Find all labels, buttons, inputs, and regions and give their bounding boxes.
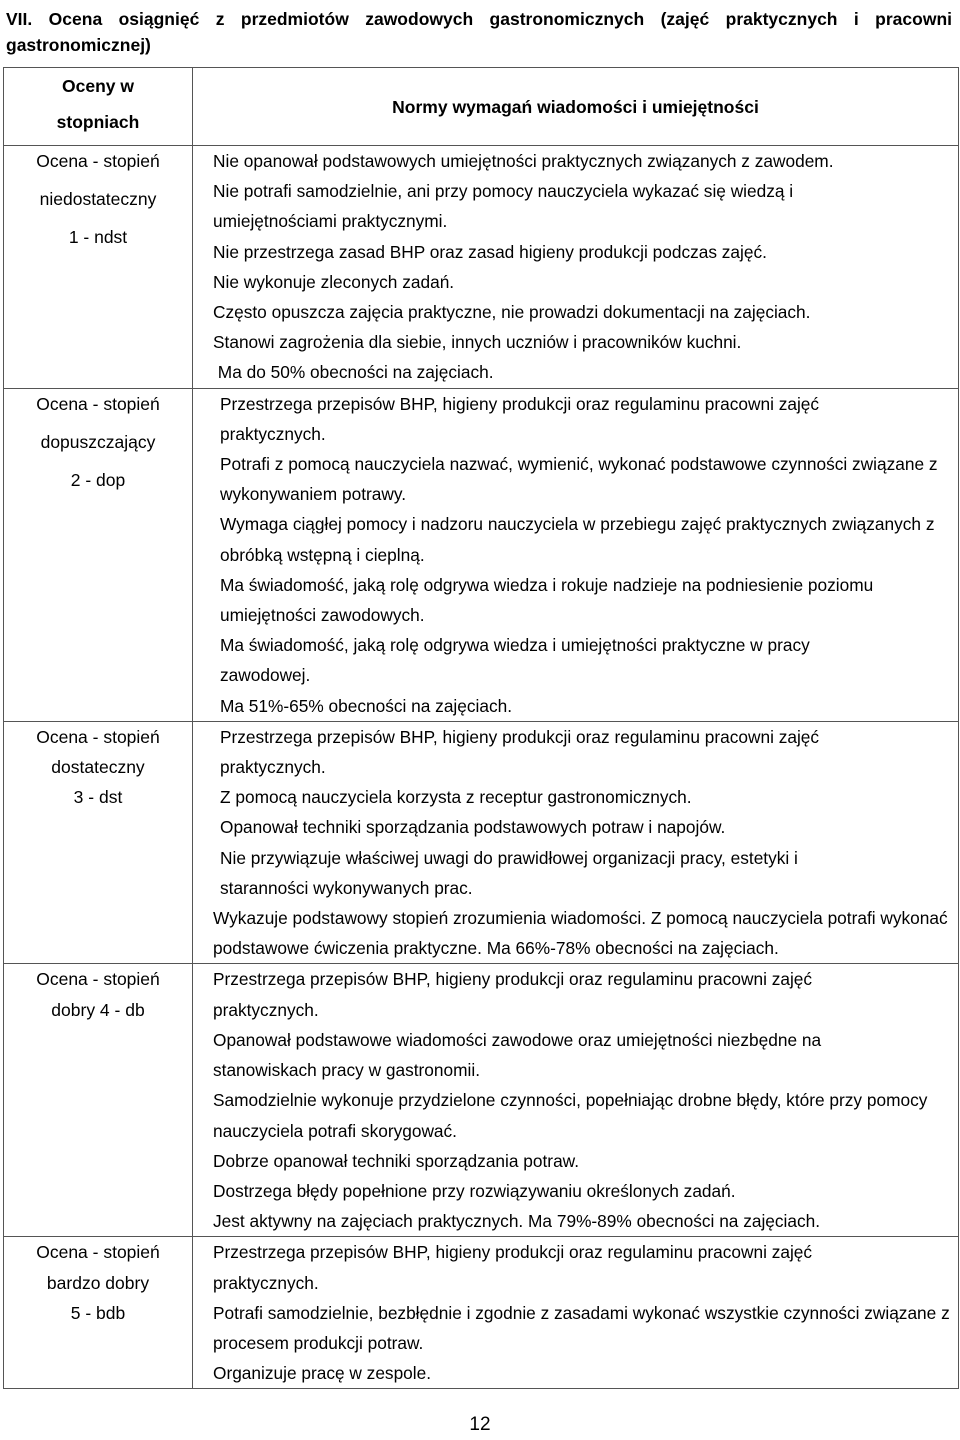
grade-column-header xyxy=(4,68,193,146)
grade-line: Ocena - stopień xyxy=(36,393,160,414)
norm-item: Dostrzega błędy popełnione przy rozwiązywaniu określonych zadań. xyxy=(213,1180,736,1201)
grade-cell xyxy=(4,388,193,721)
table-row xyxy=(4,146,959,389)
grade-cell xyxy=(4,964,193,1237)
grading-table xyxy=(3,67,959,1389)
table-row xyxy=(4,1237,959,1389)
norm-item: Przestrzega przepisów BHP, higieny produkcji oraz regulaminu pracowni zajęć praktycznych. xyxy=(220,393,820,444)
norm-item: Opanował podstawowe wiadomości zawodowe oraz umiejętności niezbędne na stanowiskach pracy w gastronomii. xyxy=(213,1029,822,1081)
grade-line: Ocena - stopień xyxy=(36,1242,160,1263)
grade-cell xyxy=(4,146,193,389)
norm-item: Nie wykonuje zleconych zadań. xyxy=(213,271,455,292)
grade-line: 2 - dop xyxy=(70,470,126,491)
grade-line: dopuszczający xyxy=(40,431,156,452)
norm-item: Ma 51%-65% obecności na zajęciach. xyxy=(220,695,513,716)
norm-item: Ma świadomość, jaką rolę odgrywa wiedza i rokuje nadzieje na podniesienie poziomu umiejętności zawodowych. xyxy=(220,574,874,626)
grade-header-line: stopniach xyxy=(56,112,140,132)
norm-item: Wykazuje podstawowy stopień zrozumienia wiadomości. Z pomocą nauczyciela potrafi wykonać podstawowe ćwiczenia praktyczne. Ma 66%-78% obecności na zajęciach. xyxy=(213,908,948,959)
norm-item: Przestrzega przepisów BHP, higieny produkcji oraz regulaminu pracowni zajęć praktycznych. xyxy=(213,1242,813,1293)
norm-item: Nie przywiązuje właściwej uwagi do prawidłowej organizacji pracy, estetyki i staranności wykonywanych prac. xyxy=(220,847,798,898)
table-row xyxy=(4,721,959,964)
norms-cell xyxy=(193,721,959,964)
norm-item: Wymaga ciągłej pomocy i nadzoru nauczyciela w przebiegu zajęć praktycznych związanych z obróbką wstępną i cieplną. xyxy=(220,514,935,565)
grade-line: Ocena - stopień xyxy=(36,151,160,171)
norms-cell xyxy=(193,1237,959,1389)
norm-item: Organizuje pracę w zespole. xyxy=(213,1363,432,1384)
grade-cell xyxy=(4,721,193,964)
section-heading-continued: gastronomicznej) xyxy=(6,35,151,55)
norm-item: Nie opanował podstawowych umiejętności praktycznych związanych z zawodem. xyxy=(213,151,834,171)
norm-item: Samodzielnie wykonuje przydzielone czynności, popełniając drobne błędy, które przy pomocy nauczyciela potrafi skorygować. xyxy=(213,1090,928,1141)
table-header-row xyxy=(4,68,959,146)
norm-item: Z pomocą nauczyciela korzysta z receptur gastronomicznych. xyxy=(220,787,692,808)
grade-line: dobry 4 - db xyxy=(51,999,145,1020)
grade-line: Ocena - stopień xyxy=(36,726,160,747)
norm-item: Nie potrafi samodzielnie, ani przy pomocy nauczyciela wykazać się wiedzą i umiejętnościami praktycznymi. xyxy=(213,181,794,232)
table-row xyxy=(4,388,959,721)
norm-item: Jest aktywny na zajęciach praktycznych. Ma 79%-89% obecności na zajęciach. xyxy=(213,1211,821,1232)
norm-item: Stanowi zagrożenia dla siebie, innych uczniów i pracowników kuchni. xyxy=(213,332,742,353)
page-number: 12 xyxy=(469,1414,491,1435)
norm-item: Dobrze opanował techniki sporządzania potraw. xyxy=(213,1150,580,1171)
norm-item: Opanował techniki sporządzania podstawowych potraw i napojów. xyxy=(220,817,726,838)
norms-cell xyxy=(193,146,959,389)
grade-line: Ocena - stopień xyxy=(36,969,160,990)
norms-cell xyxy=(193,964,959,1237)
norms-column-header: Normy wymagań wiadomości i umiejętności xyxy=(193,68,959,146)
norms-cell xyxy=(193,388,959,721)
grade-line: 3 - dst xyxy=(73,787,123,808)
norm-item: Potrafi z pomocą nauczyciela nazwać, wymienić, wykonać podstawowe czynności związane z wykonywaniem potrawy. xyxy=(220,454,938,505)
grade-line: 5 - bdb xyxy=(70,1302,126,1323)
table-row xyxy=(4,964,959,1237)
grade-header-line: Oceny w xyxy=(62,76,134,96)
norm-item: Ma do 50% obecności na zajęciach. xyxy=(213,362,494,383)
grade-line: 1 - ndst xyxy=(68,227,128,248)
grade-line: niedostateczny xyxy=(39,189,157,210)
section-heading: VII. Ocena osiągnięć z przedmiotów zawodowych gastronomicznych (zajęć praktycznych i pracowni xyxy=(6,9,952,29)
norm-item: Przestrzega przepisów BHP, higieny produkcji oraz regulaminu pracowni zajęć praktycznych. xyxy=(220,726,820,778)
norm-item: Przestrzega przepisów BHP, higieny produkcji oraz regulaminu pracowni zajęć praktycznych. xyxy=(213,969,813,1020)
norm-item: Ma świadomość, jaką rolę odgrywa wiedza i umiejętności praktyczne w pracy zawodowej. xyxy=(220,635,810,686)
grade-line: dostateczny xyxy=(51,757,145,778)
grade-cell xyxy=(4,1237,193,1389)
norm-item: Często opuszcza zajęcia praktyczne, nie prowadzi dokumentacji na zajęciach. xyxy=(213,302,811,323)
grade-line: bardzo dobry xyxy=(46,1272,150,1293)
norm-item: Nie przestrzega zasad BHP oraz zasad higieny produkcji podczas zajęć. xyxy=(213,241,767,262)
norm-item: Potrafi samodzielnie, bezbłędnie i zgodnie z zasadami wykonać wszystkie czynności związane z procesem produkcji potraw. xyxy=(213,1302,950,1353)
